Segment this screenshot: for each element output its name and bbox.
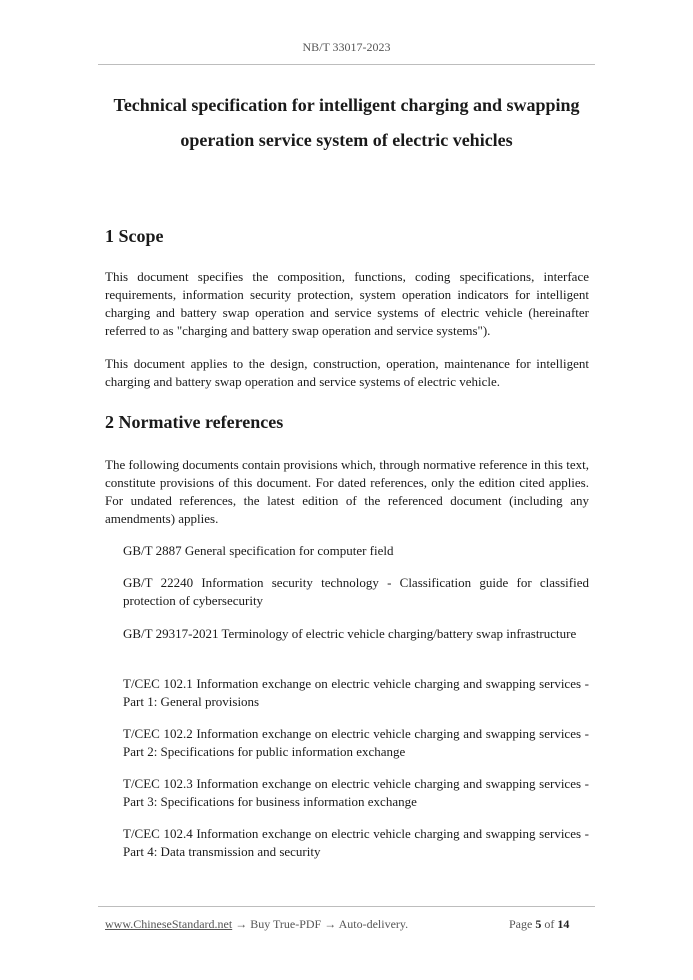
page-header-standard-code: NB/T 33017-2023 [302, 40, 391, 54]
footer-promo [105, 917, 408, 932]
buy-link[interactable]: Buy True-PDF [250, 917, 322, 931]
reference-item: T/CEC 102.2 Information exchange on electric vehicle charging and swapping services - Part 2: Specifications for public information exchange [123, 726, 589, 759]
page-current: 5 [535, 917, 542, 931]
scope-paragraph-2: This document applies to the design, construction, operation, maintenance for intelligent charging and battery swap operation and service systems of electric vehicle. [105, 356, 589, 389]
reference-item: T/CEC 102.1 Information exchange on electric vehicle charging and swapping services - Part 1: General provisions [123, 676, 589, 709]
delivery-text: Auto-delivery. [338, 917, 409, 931]
page-total: 14 [557, 917, 570, 931]
reference-item: T/CEC 102.3 Information exchange on electric vehicle charging and swapping services - Part 3: Specifications for business information exchange [123, 776, 589, 809]
section-heading-normative-references: 2 Normative references [105, 412, 284, 432]
site-link[interactable]: www.ChineseStandard.net [105, 917, 233, 931]
page-number [509, 917, 569, 932]
references-intro-paragraph: The following documents contain provisions which, through normative reference in this text, constitute provisions of this document. For dated references, only the edition cited applies. For undated references, the latest edition of the referenced document (including any amendments) applies. [105, 457, 589, 526]
of-word: of [544, 917, 555, 931]
reference-item: GB/T 2887 General specification for computer field [123, 543, 394, 558]
footer-divider [98, 906, 595, 907]
page-word: Page [509, 917, 533, 931]
arrow-icon: → [235, 917, 248, 931]
section-heading-scope: 1 Scope [105, 226, 164, 246]
title-line-1: Technical specification for intelligent charging and swapping [113, 95, 580, 115]
reference-item: GB/T 22240 Information security technology - Classification guide for classified protection of cybersecurity [123, 575, 589, 608]
document-title [98, 88, 595, 158]
title-line-2: operation service system of electric vehicles [180, 130, 513, 150]
reference-item: T/CEC 102.4 Information exchange on electric vehicle charging and swapping services - Part 4: Data transmission and security [123, 826, 589, 859]
reference-item: GB/T 29317-2021 Terminology of electric vehicle charging/battery swap infrastructure [123, 626, 577, 641]
scope-paragraph-1: This document specifies the composition, functions, coding specifications, interface requirements, information security protection, system operation indicators for intelligent charging and battery swap operation and service systems of electric vehicle (hereinafter referred to as "charging and battery swap operation and service systems"). [105, 269, 589, 338]
arrow-icon: → [324, 917, 337, 931]
header-divider [98, 64, 595, 65]
